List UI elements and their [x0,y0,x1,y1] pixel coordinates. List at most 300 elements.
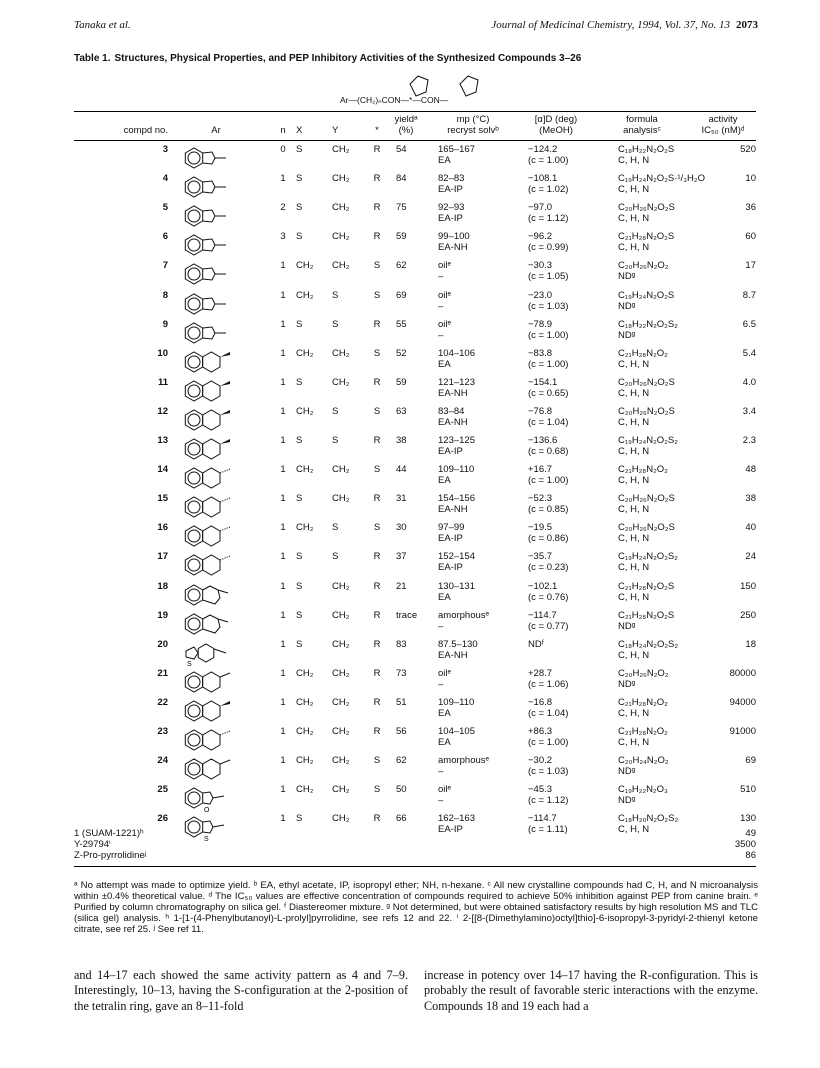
melting-point-line-1: 97–99 [438,522,465,534]
optical-rotation-line-2: (c = 1.11) [528,824,568,836]
chain-length-n: 1 [280,522,286,534]
chain-length-n: 1 [280,580,286,592]
table-row [74,784,756,813]
compound-number: 15 [157,493,168,505]
melting-point [438,581,528,603]
optical-rotation [528,377,598,399]
substituent-x: CH₂ [296,667,314,679]
optical-rotation [528,581,598,603]
structure-drawing [182,231,234,261]
melting-point-line-1: 82–83 [438,173,465,185]
substituent-x: S [296,231,303,243]
substituent-x: S [296,638,303,650]
structure-drawing [182,464,234,494]
optical-rotation-line-2: (c = 1.02) [528,184,569,196]
col-header-alpha-2: (MeOH) [539,125,573,136]
configuration: R [373,493,381,505]
table-row [74,377,756,406]
compound-number: 25 [157,784,168,796]
melting-point-line-1: amorphousᵉ [438,609,490,621]
melting-point-line-1: 104–106 [438,347,475,359]
structure-drawing [182,697,234,727]
yield-value: 69 [396,289,407,301]
yield-value: 52 [396,347,407,359]
formula-analysis-line-2: C, H, N [618,533,650,545]
formula-analysis-line-2: C, H, N [618,184,650,196]
reference-row-1 [74,828,756,839]
substituent-y: CH₂ [332,580,350,592]
melting-point-line-2: EA-NH [438,416,468,428]
optical-rotation-line-1: −78.9 [528,318,553,330]
header-page: 2073 [736,19,758,31]
compound-number: 3 [162,144,168,155]
configuration: R [373,580,381,592]
chain-length-n: 1 [280,784,286,796]
formula-analysis-line-1: C₁₉H₂₄N₂O₂S₂ [618,435,678,446]
optical-rotation-line-2: (c = 1.04) [528,707,569,719]
melting-point [438,610,528,632]
optical-rotation-line-1: −16.8 [528,696,553,708]
configuration: R [373,318,381,330]
formula-analysis-line-1: C₂₀H₂₆N₂O₂ [618,260,669,272]
compound-number: 19 [157,609,168,621]
structure-drawing [182,290,234,320]
chain-length-n: 1 [280,638,286,650]
formula-analysis-line-2: C, H, N [618,242,650,254]
chain-length-n: 1 [280,493,286,505]
formula-analysis-line-2: C, H, N [618,824,650,836]
substituent-y: CH₂ [332,493,350,505]
optical-rotation-line-1: −83.8 [528,347,553,359]
substituent-x: CH₂ [296,696,314,708]
melting-point [438,755,528,777]
table-row [74,144,756,173]
optical-rotation-line-2: (c = 0.77) [528,620,569,632]
tetralin-wedge-structure-icon [182,435,272,465]
table-row [74,668,756,697]
configuration: S [373,260,381,272]
optical-rotation-line-1: −102.1 [528,580,558,592]
col-header-mp [428,114,518,136]
optical-rotation-line-1: −45.3 [528,784,553,796]
substituent-y: CH₂ [332,726,350,737]
melting-point [438,144,528,166]
optical-rotation [528,697,598,719]
chain-length-n: 1 [280,667,286,679]
melting-point-line-2: EA-IP [438,533,463,545]
formula-analysis-line-2: C, H, N [618,504,650,516]
compound-number: 16 [157,522,168,534]
melting-point-line-1: 92–93 [438,202,465,214]
general-structure-label: Ar—(CH₂)ₙCON—*—CON— [340,95,449,105]
chain-length-n: 1 [280,173,286,185]
yield-value: 37 [396,551,407,563]
formula-analysis-line-1: C₁₉H₂₄N₂O₂S·¹/₃H₂O [618,173,705,185]
activity-ic50: 40 [745,522,756,534]
melting-point-line-2: EA [438,358,451,370]
table-row [74,406,756,435]
optical-rotation [528,260,598,282]
optical-rotation [528,290,598,312]
table-footnotes: ᵃ No attempt was made to optimize yield. ᵇ EA, ethyl acetate, IP, isopropyl ether; NH, n-hexane. ᶜ All new crystalline compounds had C, H, and N microanalysis within ±0.4% theoretical value. ᵈ The IC₅₀ values are effective concentration of compounds required to achieve 50% inhibition against PEP from canine brain. ᵉ Purified by column chromatography on silica gel. ᶠ Diastereomer mixture. ᵍ Not determined, but were obtained satisfactory results by high resolution MS and TLC (silica gel) analysis. ʰ 1-[1-(4-Phenylbutanoyl)-L-prolyl]pyrrolidine, see refs 12 and 22. ⁱ 2-[[8-(Dimethylamino)octyl]thio]-6-isopropyl-3-pyridyl-2-thienyl ketone citrate, see ref 25. ʲ See ref 11. [74,880,758,935]
formula-analysis-line-1: C₂₁H₂₈N₂O₂S [618,231,675,243]
melting-point-line-2: – [438,795,444,807]
svg-text:O: O [204,807,210,815]
structure-drawing [182,493,234,523]
optical-rotation [528,755,598,777]
benzocycloheptene-structure-icon [182,610,272,640]
melting-point [438,377,528,399]
structure-drawing [182,173,234,203]
yield-value: 66 [396,813,407,825]
formula-analysis-line-1: C₂₁H₂₈N₂O₂ [618,347,668,359]
table-caption [74,53,764,64]
table-header-rule [74,140,756,141]
formula-analysis-line-1: C₂₁H₂₈N₂O₂ [618,726,668,737]
col-header-no: compd no. [123,125,168,136]
optical-rotation-line-2: (c = 0.23) [528,562,569,574]
optical-rotation [528,435,598,457]
structure-drawing [182,755,234,785]
table-label: Table 1. [74,53,111,64]
compound-number: 20 [157,638,168,650]
activity-ic50: 510 [740,784,756,796]
body-text-left: and 14–17 each showed the same activity pattern as 4 and 7–9. Interestingly, 10–13, having the S-configuration at the 2-position of the tetralin ring, gave an 8–11-fold [74,968,408,1013]
substituent-x: CH₂ [296,347,314,359]
optical-rotation-line-2: (c = 1.12) [528,213,569,225]
formula-analysis-line-2: C, H, N [618,737,650,748]
formula-analysis-line-2: NDᵍ [618,329,636,341]
substituent-x: S [296,435,303,446]
melting-point-line-1: amorphousᵉ [438,755,490,767]
compound-number: 23 [157,726,168,737]
col-header-star: * [375,125,379,136]
tetralin-wedge-structure-icon [182,377,272,407]
configuration: R [373,813,381,825]
optical-rotation-line-1: +86.3 [528,726,553,737]
melting-point [438,639,528,661]
reference-activity: 49 [745,828,756,839]
activity-ic50: 250 [740,609,756,621]
compound-number: 7 [162,260,168,272]
formula-analysis-line-1: C₂₀H₂₆N₂O₂ [618,667,669,679]
activity-ic50: 2.3 [742,435,756,446]
configuration: R [373,667,381,679]
yield-value: 59 [396,376,407,388]
compound-number: 18 [157,580,168,592]
reference-name: Y-29794ⁱ [74,839,111,850]
yield-value: 55 [396,318,407,330]
melting-point-line-1: 83–84 [438,405,465,417]
chain-length-n: 1 [280,435,286,446]
substituent-x: CH₂ [296,289,314,301]
col-header-yield [386,114,426,136]
col-header-alpha [518,114,594,136]
compound-number: 12 [157,405,168,417]
melting-point [438,173,528,195]
optical-rotation [528,319,598,341]
tetralin-structure-icon [182,755,272,785]
chain-length-n: 1 [280,755,286,767]
substituent-x: S [296,376,303,388]
activity-ic50: 69 [745,755,756,767]
formula-analysis-line-2: NDᵍ [618,795,636,807]
melting-point [438,726,528,748]
melting-point-line-1: oilᵉ [438,318,452,330]
melting-point-line-1: 130–131 [438,580,475,592]
substituent-y: CH₂ [332,667,350,679]
compound-number: 6 [162,231,168,243]
optical-rotation-line-2: (c = 0.65) [528,387,569,399]
yield-value: 30 [396,522,407,534]
optical-rotation-line-1: −136.6 [528,435,558,446]
melting-point [438,697,528,719]
table-row [74,202,756,231]
benzocycloheptene-structure-icon [182,581,272,611]
formula-analysis-line-1: C₂₀H₂₆N₂O₂S [618,522,675,534]
melting-point-line-2: – [438,271,444,283]
substituent-x: CH₂ [296,726,314,737]
optical-rotation-line-1: −30.3 [528,260,553,272]
melting-point [438,522,528,544]
yield-value: 38 [396,435,407,446]
substituent-x: S [296,144,303,155]
tetralin-hash-structure-icon [182,726,272,756]
melting-point-line-1: 109–110 [438,464,475,476]
optical-rotation-line-1: −52.3 [528,493,553,505]
melting-point [438,348,528,370]
optical-rotation-line-2: (c = 0.99) [528,242,569,254]
formula-analysis-line-2: NDᵍ [618,678,636,690]
compound-number: 14 [157,464,168,476]
reference-activity: 86 [745,850,756,861]
formula-analysis-line-2: C, H, N [618,649,650,661]
optical-rotation-line-1: −30.2 [528,755,553,767]
substituent-x: S [296,551,303,563]
structure-drawing [182,784,234,814]
activity-ic50: 4.0 [742,376,756,388]
table-row [74,319,756,348]
benzofuran-structure-icon [182,784,272,814]
optical-rotation-line-2: (c = 0.86) [528,533,569,545]
substituent-y: S [332,435,339,446]
formula-analysis-line-2: C, H, N [618,591,650,603]
col-header-mp-1: mp (°C) [456,114,490,125]
table-title: Structures, Physical Properties, and PEP Inhibitory Activities of the Synthesized Compounds 3–26 [114,53,582,64]
svg-text:S: S [187,660,192,668]
formula-analysis-line-1: C₁₈H₂₄N₂O₂S₂ [618,638,679,650]
melting-point-line-2: EA [438,707,451,719]
formula-analysis-line-1: C₁₉H₂₄N₂O₂S₂ [618,551,678,563]
activity-ic50: 24 [745,551,756,563]
activity-ic50: 150 [740,580,756,592]
melting-point-line-2: EA [438,155,451,166]
activity-ic50: 130 [740,813,756,825]
melting-point-line-2: EA-IP [438,213,463,225]
col-header-n: n [280,125,286,136]
activity-ic50: 6.5 [742,318,756,330]
formula-analysis-line-1: C₂₁H₂₈N₂O₂ [618,464,668,476]
col-header-mp-2: recryst solvᵇ [447,125,499,136]
formula-analysis-line-2: C, H, N [618,358,650,370]
tetralin-hash-structure-icon [182,464,272,494]
col-header-formula-1: formula [626,114,658,125]
substituent-y: CH₂ [332,231,350,243]
substituent-x: S [296,202,303,214]
reference-row-3 [74,850,756,861]
activity-ic50: 36 [745,202,756,214]
formula-analysis-line-2: C, H, N [618,475,650,487]
yield-value: 75 [396,202,407,214]
table-row [74,551,756,580]
configuration: R [373,144,381,155]
activity-ic50: 60 [745,231,756,243]
formula-analysis-line-2: C, H, N [618,387,650,399]
tetralin-wedge-structure-icon [182,697,272,727]
structure-drawing [182,319,234,349]
melting-point [438,406,528,428]
melting-point [438,260,528,282]
melting-point-line-2: EA-IP [438,824,463,836]
substituent-x: CH₂ [296,755,314,767]
melting-point-line-1: 104–105 [438,726,475,737]
substituent-y: CH₂ [332,173,350,185]
optical-rotation [528,610,598,632]
configuration: R [373,435,381,446]
col-header-alpha-1: [α]D (deg) [534,114,578,125]
body-text-right: increase in potency over 14–17 having the R-configuration. This is probably the result of favorable steric interactions with the enzyme. Compounds 18 and 19 each had a [424,968,758,1013]
configuration: S [373,289,381,301]
configuration: S [373,347,381,359]
yield-value: 51 [396,696,407,708]
activity-ic50: 91000 [729,726,756,737]
tetralin-wedge-structure-icon [182,406,272,436]
reference-name: Z-Pro-pyrrolidineʲ [74,850,147,861]
structure-drawing [182,202,234,232]
formula-analysis-line-2: NDᵍ [618,766,636,778]
melting-point-line-1: 87.5–130 [438,638,478,650]
substituent-x: CH₂ [296,464,314,476]
yield-value: 73 [396,667,407,679]
formula-analysis-line-2: C, H, N [618,707,650,719]
formula-analysis-line-2: NDᵍ [618,271,636,283]
table-row [74,639,756,668]
structure-drawing [182,639,234,669]
melting-point-line-2: – [438,329,444,341]
optical-rotation-line-1: −23.0 [528,289,553,301]
yield-value: 44 [396,464,407,476]
melting-point-line-2: EA [438,475,451,487]
optical-rotation [528,144,598,166]
formula-analysis-line-2: C, H, N [618,416,650,428]
col-header-x: X [296,125,303,136]
table-bottom-rule [74,866,756,867]
optical-rotation-line-2: (c = 1.00) [528,475,569,487]
optical-rotation-line-2: (c = 0.85) [528,504,569,516]
compound-number: 4 [162,173,168,185]
substituent-y: CH₂ [332,376,350,388]
substituent-y: CH₂ [332,144,350,155]
melting-point [438,551,528,573]
structure-drawing [182,522,234,552]
chain-length-n: 1 [280,405,286,417]
melting-point-line-1: 154–156 [438,493,475,505]
formula-analysis-line-2: NDᵍ [618,300,636,312]
configuration: R [373,231,381,243]
indan-structure-icon [182,202,272,232]
optical-rotation [528,406,598,428]
optical-rotation-line-2: (c = 1.03) [528,766,569,778]
melting-point [438,668,528,690]
structure-drawing [182,551,234,581]
melting-point [438,231,528,253]
chain-length-n: 1 [280,347,286,359]
activity-ic50: 10 [745,173,756,185]
optical-rotation-line-1: +16.7 [528,464,553,476]
yield-value: trace [396,609,418,621]
configuration: R [373,173,381,185]
table-row [74,231,756,260]
formula-analysis-line-2: C, H, N [618,562,650,574]
structure-drawing [182,377,234,407]
configuration: S [373,522,381,534]
optical-rotation [528,551,598,573]
configuration: R [373,609,381,621]
structure-drawing [182,610,234,640]
col-header-y: Y [332,125,339,136]
formula-analysis-line-2: NDᵍ [618,620,636,632]
optical-rotation [528,784,598,806]
configuration: R [373,376,381,388]
optical-rotation-line-1: −19.5 [528,522,553,534]
chain-length-n: 1 [280,609,286,621]
activity-ic50: 3.4 [742,405,756,417]
substituent-y: CH₂ [332,609,350,621]
chain-length-n: 1 [280,376,286,388]
col-header-activity [688,114,758,136]
yield-value: 63 [396,405,407,417]
header-authors: Tanaka et al. [74,19,131,31]
substituent-x: CH₂ [296,405,314,417]
reference-activity: 3500 [734,839,756,850]
activity-ic50: 94000 [729,696,756,708]
configuration: R [373,551,381,563]
compound-number: 11 [157,376,168,388]
tetralin-hash-structure-icon [182,522,272,552]
optical-rotation-line-2: (c = 1.00) [528,737,569,748]
optical-rotation-line-1: −154.1 [528,376,558,388]
table-row [74,173,756,202]
optical-rotation-line-1: −114.7 [528,813,557,825]
configuration: S [373,464,381,476]
optical-rotation-line-2: (c = 1.04) [528,416,569,428]
optical-rotation [528,348,598,370]
substituent-y: CH₂ [332,260,350,272]
structure-drawing [182,406,234,436]
optical-rotation-line-2: (c = 1.05) [528,271,569,283]
optical-rotation-line-1: −108.1 [528,173,558,185]
melting-point-line-1: oilᵉ [438,260,452,272]
optical-rotation-line-1: −35.7 [528,551,553,563]
substituent-y: S [332,551,339,563]
formula-analysis-line-1: C₂₀H₂₆N₂O₂S [618,376,675,388]
optical-rotation [528,173,598,195]
chain-length-n: 1 [280,813,286,825]
melting-point [438,493,528,515]
chain-length-n: 2 [280,202,286,214]
melting-point-line-1: 99–100 [438,231,470,243]
substituent-x: CH₂ [296,522,314,534]
